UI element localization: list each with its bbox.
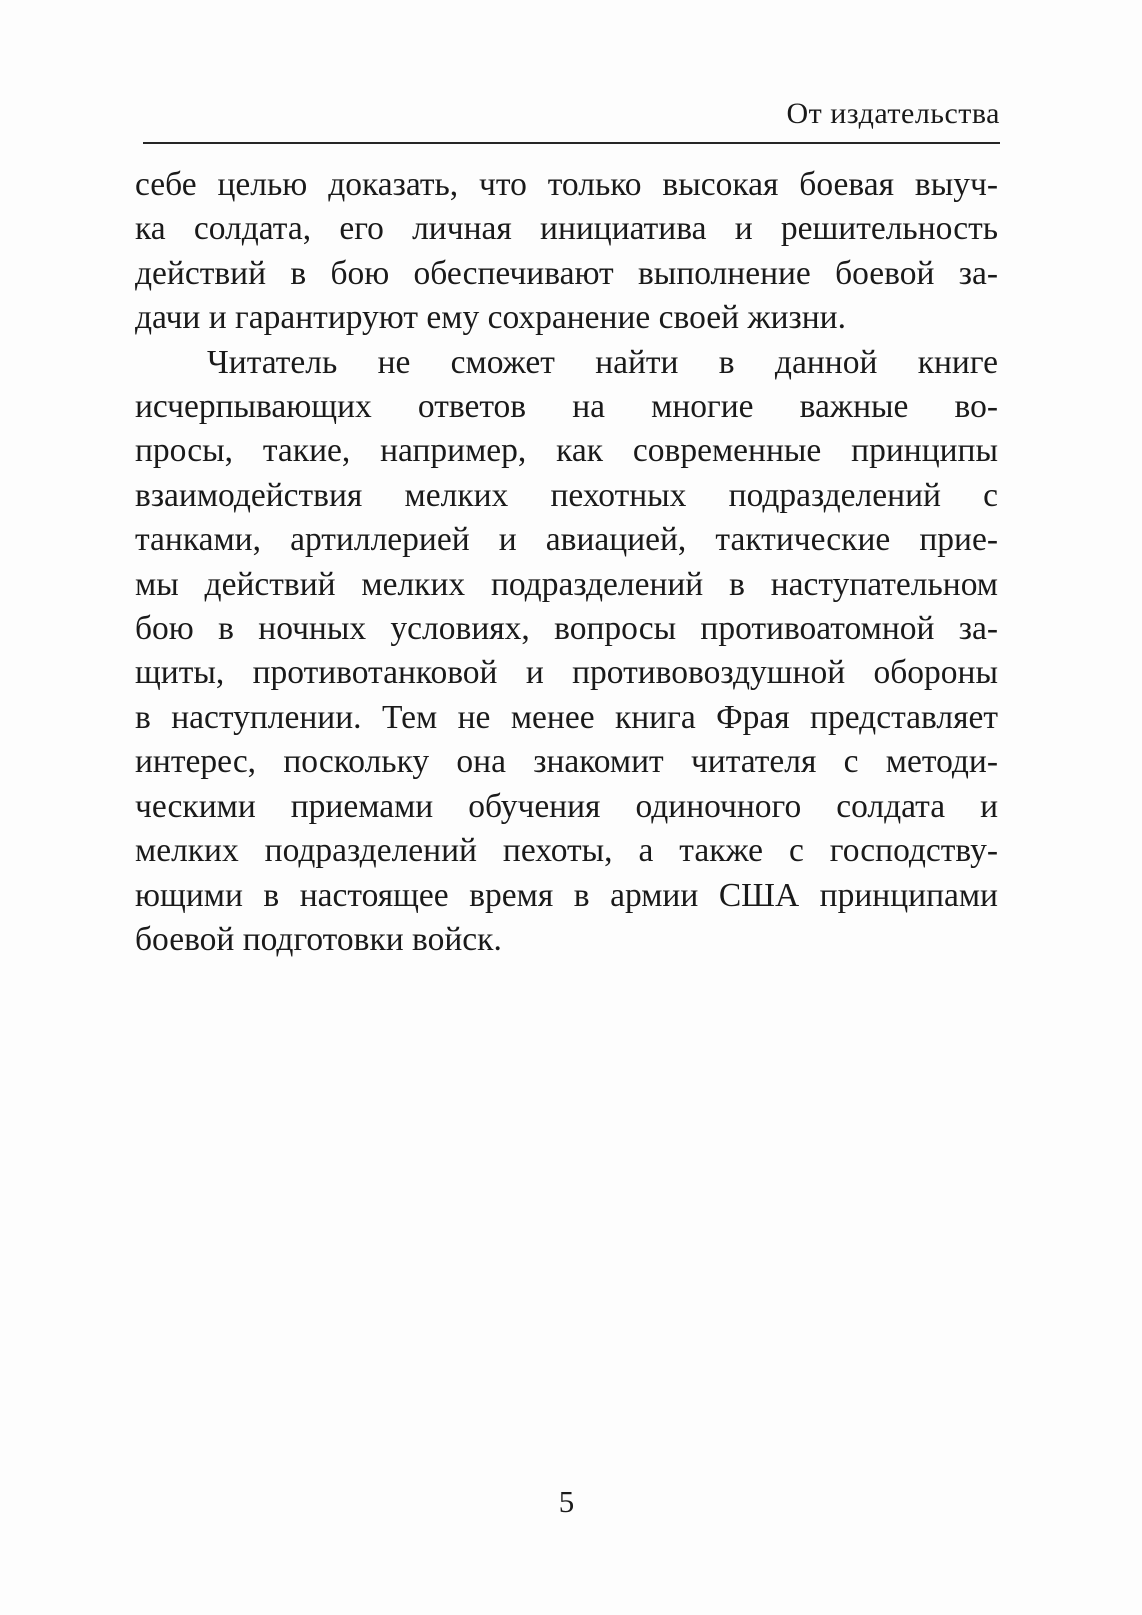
text-line: мы действий мелких подразделений в наступательном bbox=[135, 565, 998, 603]
text-line: ющими в настоящее время в армии США принципами bbox=[135, 876, 998, 914]
text-line: дачи и гарантируют ему сохранение своей жизни. bbox=[135, 299, 846, 337]
text-line: интерес, поскольку она знакомит читателя с методи- bbox=[135, 743, 998, 781]
text-line: Читатель не сможет найти в данной книге bbox=[207, 343, 998, 381]
paragraph bbox=[135, 341, 998, 963]
text-line: действий в бою обеспечивают выполнение боевой за- bbox=[135, 254, 998, 292]
text-line: взаимодействия мелких пехотных подразделений с bbox=[135, 476, 998, 514]
text-line: себе целью доказать, что только высокая боевая выуч- bbox=[135, 166, 998, 203]
paragraph bbox=[135, 163, 998, 341]
page-number: 5 bbox=[558, 1484, 575, 1519]
text-line: мелких подразделений пехоты, а также с господству- bbox=[135, 832, 998, 870]
header-rule bbox=[143, 142, 1000, 144]
text-line: ка солдата, его личная инициатива и решительность bbox=[135, 210, 998, 248]
text-line: боевой подготовки войск. bbox=[135, 920, 502, 958]
text-line: в наступлении. Тем не менее книга Фрая представляет bbox=[135, 698, 998, 736]
text-line: щиты, противотанковой и противовоздушной обороны bbox=[135, 654, 998, 692]
text-line: ческими приемами обучения одиночного солдата и bbox=[135, 787, 998, 825]
running-header bbox=[143, 96, 1000, 132]
running-header-title: От издательства bbox=[786, 97, 1000, 130]
text-line: танками, артиллерией и авиацией, тактические прие- bbox=[135, 521, 998, 559]
text-line: исчерпывающих ответов на многие важные во- bbox=[135, 388, 998, 426]
text-line: просы, такие, например, как современные принципы bbox=[135, 432, 998, 470]
body-text bbox=[135, 163, 998, 962]
text-line: бою в ночных условиях, вопросы противоатомной за- bbox=[135, 610, 998, 648]
